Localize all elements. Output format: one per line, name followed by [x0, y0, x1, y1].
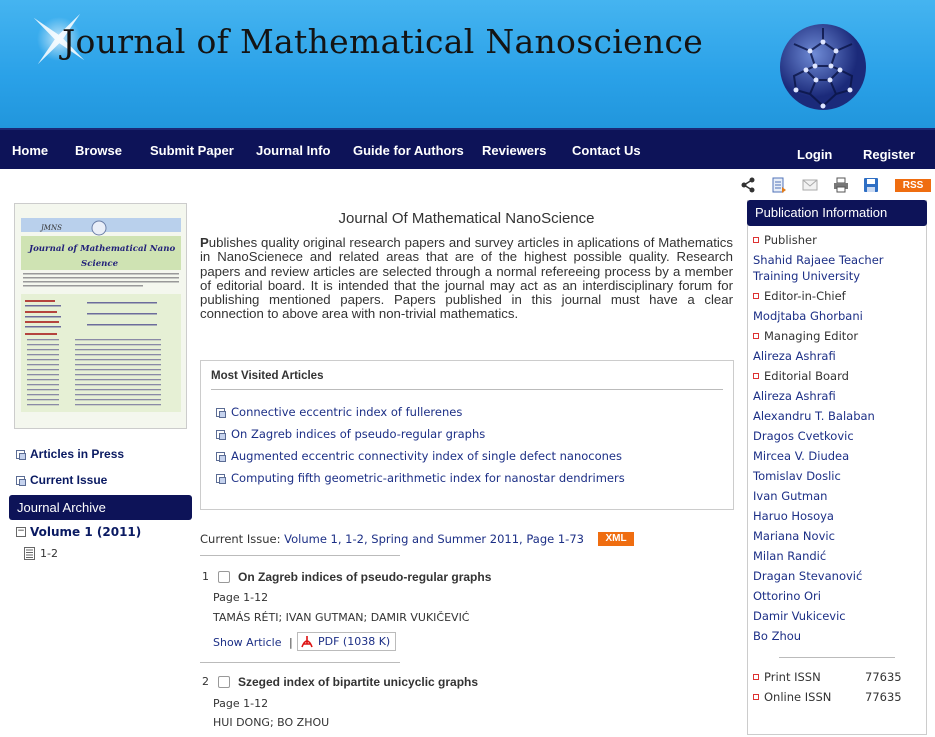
- article-title[interactable]: On Zagreb indices of pseudo-regular graphs: [238, 570, 492, 584]
- most-visited-heading: Most Visited Articles: [211, 370, 324, 382]
- nav-journal-info[interactable]: Journal Info: [256, 143, 331, 158]
- article-icon: [16, 450, 25, 459]
- online-issn-value: 77635: [865, 690, 902, 704]
- volume-link[interactable]: Volume 1 (2011): [30, 525, 142, 539]
- online-issn-label: Online ISSN: [764, 690, 832, 704]
- editor-in-chief-label: Editor-in-Chief: [764, 289, 846, 303]
- article-icon: [216, 452, 225, 461]
- journal-archive-heading: Journal Archive: [9, 495, 192, 520]
- most-visited-item-label: Connective eccentric index of fullerenes: [231, 405, 463, 419]
- most-visited-item[interactable]: [216, 471, 625, 485]
- bullet-icon: [753, 333, 759, 339]
- current-issue-link[interactable]: [16, 473, 107, 487]
- most-visited-item[interactable]: [216, 405, 462, 419]
- most-visited-item[interactable]: [216, 427, 485, 441]
- publisher-heading: [753, 233, 817, 247]
- most-visited-item-label: On Zagreb indices of pseudo-regular graphs: [231, 427, 486, 441]
- issue-document-icon: [24, 547, 35, 560]
- collapse-toggle-icon[interactable]: −: [17, 526, 25, 536]
- intro-initial: P: [200, 235, 209, 250]
- rss-button[interactable]: RSS: [895, 179, 931, 192]
- print-icon[interactable]: [833, 177, 849, 193]
- cover-illustration: [15, 204, 187, 429]
- page-title: Journal Of Mathematical NanoScience: [338, 210, 595, 227]
- save-icon[interactable]: [863, 177, 879, 193]
- link-separator: |: [289, 636, 293, 649]
- board-member[interactable]: Alexandru T. Balaban: [753, 409, 875, 423]
- managing-editor-label: Managing Editor: [764, 329, 859, 343]
- managing-editor-heading: [753, 329, 858, 343]
- issue-link[interactable]: 1-2: [40, 547, 58, 560]
- article-authors: HUI DONG; BO ZHOU: [213, 716, 330, 729]
- publication-information-heading: Publication Information: [747, 200, 927, 226]
- most-visited-item-label: Computing fifth geometric-arithmetic index for nanostar dendrimers: [231, 471, 625, 485]
- journal-description: [200, 236, 733, 322]
- publisher-name-line2[interactable]: Training University: [753, 269, 861, 283]
- print-issn-row: [753, 670, 821, 684]
- managing-editor-name[interactable]: Alireza Ashrafi: [753, 349, 836, 363]
- journal-cover-image[interactable]: [14, 203, 187, 429]
- article-number: 2: [202, 675, 209, 688]
- article-authors: TAMÁS RÉTI; IVAN GUTMAN; DAMIR VUKIČEVIĆ: [213, 611, 470, 624]
- article-icon: [216, 474, 225, 483]
- print-issn-value: 77635: [865, 670, 902, 684]
- divider: [200, 555, 400, 556]
- editorial-board-heading: [753, 369, 849, 383]
- svg-text:Science: Science: [81, 259, 119, 269]
- bullet-icon: [753, 373, 759, 379]
- article-icon: [216, 408, 225, 417]
- show-article-link[interactable]: Show Article: [213, 636, 282, 649]
- board-member[interactable]: Bo Zhou: [753, 629, 802, 643]
- share-icon[interactable]: [740, 177, 756, 193]
- cover-abbr: JMNS: [41, 224, 62, 232]
- editorial-board-label: Editorial Board: [764, 369, 849, 383]
- editor-in-chief-heading: [753, 289, 846, 303]
- nav-submit-paper[interactable]: Submit Paper: [150, 143, 234, 158]
- online-issn-row: [753, 690, 831, 704]
- nav-browse[interactable]: Browse: [75, 143, 122, 158]
- publisher-label: Publisher: [764, 233, 817, 247]
- bullet-icon: [753, 293, 759, 299]
- xml-button[interactable]: XML: [598, 532, 634, 546]
- nav-home[interactable]: Home: [12, 143, 49, 158]
- board-member[interactable]: Mircea V. Diudea: [753, 449, 850, 463]
- most-visited-item[interactable]: [216, 449, 622, 463]
- board-member[interactable]: Tomislav Doslic: [753, 469, 841, 483]
- board-member[interactable]: Damir Vukicevic: [753, 609, 846, 623]
- article-pages: Page 1-12: [213, 697, 269, 710]
- most-visited-item-label: Augmented eccentric connectivity index of single defect nanocones: [231, 449, 622, 463]
- email-icon[interactable]: [802, 177, 818, 193]
- divider: [200, 662, 400, 663]
- main-navigation: [0, 128, 935, 169]
- nav-login[interactable]: Login: [797, 147, 833, 162]
- fullerene-icon: [776, 20, 870, 114]
- article-select-checkbox[interactable]: [218, 676, 230, 688]
- pdf-label: PDF (1038 K): [318, 635, 391, 648]
- board-member[interactable]: Dragan Stevanović: [753, 569, 863, 583]
- article-pages: Page 1-12: [213, 591, 269, 604]
- article-icon: [16, 476, 25, 485]
- nav-reviewers[interactable]: Reviewers: [482, 143, 547, 158]
- print-issn-label: Print ISSN: [764, 670, 821, 684]
- article-select-checkbox[interactable]: [218, 571, 230, 583]
- board-member[interactable]: Dragos Cvetkovic: [753, 429, 854, 443]
- board-member[interactable]: Alireza Ashrafi: [753, 389, 836, 403]
- article-title[interactable]: Szeged index of bipartite unicyclic graphs: [238, 675, 479, 689]
- board-member[interactable]: Mariana Novic: [753, 529, 835, 543]
- board-member[interactable]: Milan Randić: [753, 549, 827, 563]
- article-number: 1: [202, 570, 209, 583]
- current-issue-line: [200, 532, 584, 546]
- bullet-icon: [753, 237, 759, 243]
- divider: [779, 657, 895, 658]
- intro-text: ublishes quality original research papers and survey articles in aplications of Mathematics in NanoScienece and related areas that are of the highest possible quality. Research papers and review articles are selected through a normal refereeing process by a member of editorial board. It is intended that the journal may act as an interdisciplinary forum for publishing mentioned papers. Papers published in this journal must have a clear connection to above area with non-trivial mathematics.: [200, 235, 733, 322]
- divider: [211, 389, 723, 390]
- article-icon: [216, 430, 225, 439]
- articles-in-press-link[interactable]: [16, 447, 124, 461]
- nav-guide-for-authors[interactable]: Guide for Authors: [353, 143, 464, 158]
- bullet-icon: [753, 694, 759, 700]
- journal-logo-title[interactable]: Journal of Mathematical Nanoscience: [62, 22, 704, 61]
- board-member[interactable]: Haruo Hosoya: [753, 509, 834, 523]
- editor-in-chief-name[interactable]: Modjtaba Ghorbani: [753, 309, 863, 323]
- pdf-download-link[interactable]: [297, 632, 396, 651]
- nav-contact-us[interactable]: Contact Us: [572, 143, 641, 158]
- bullet-icon: [753, 674, 759, 680]
- svg-text:Journal of Mathematical Nano: Journal of Mathematical Nano: [29, 244, 176, 254]
- publisher-name-line1[interactable]: Shahid Rajaee Teacher: [753, 253, 884, 267]
- current-issue-label: Current Issue: [30, 473, 108, 487]
- board-member[interactable]: Ivan Gutman: [753, 489, 828, 503]
- board-member[interactable]: Ottorino Ori: [753, 589, 821, 603]
- articles-in-press-label: Articles in Press: [30, 447, 125, 461]
- citation-icon[interactable]: [771, 177, 787, 193]
- header-banner: [0, 0, 935, 128]
- current-issue-volume-link[interactable]: Volume 1, 1-2, Spring and Summer 2011, Page 1-73: [284, 532, 584, 546]
- most-visited-articles-box: [200, 360, 734, 510]
- current-issue-prefix: Current Issue:: [200, 532, 281, 546]
- nav-register[interactable]: Register: [863, 147, 916, 162]
- pdf-icon: [300, 635, 314, 649]
